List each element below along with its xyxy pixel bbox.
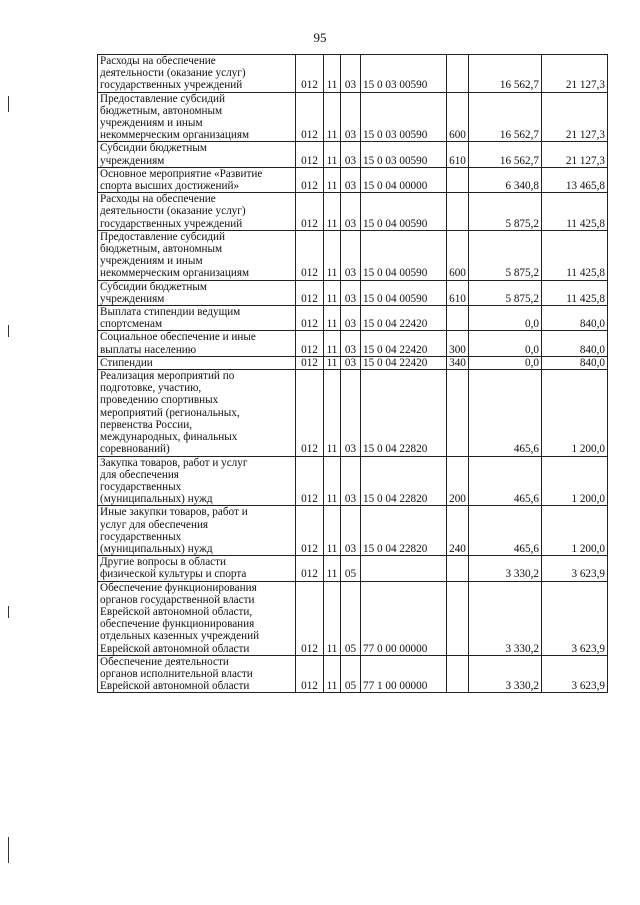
table-row xyxy=(98,655,608,693)
amount-year-2: 840,0 xyxy=(542,356,608,369)
ministry-code: 012 xyxy=(296,306,324,331)
amount-year-1: 6 340,8 xyxy=(469,167,542,192)
amount-year-1: 0,0 xyxy=(469,356,542,369)
amount-year-1: 3 330,2 xyxy=(469,556,542,581)
subsection-code: 03 xyxy=(341,193,361,231)
binding-mark xyxy=(8,606,9,618)
row-name xyxy=(98,356,296,369)
amount-year-2: 11 425,8 xyxy=(542,230,608,280)
table-row xyxy=(98,456,608,506)
table-row xyxy=(98,370,608,456)
row-name-text: Субсидии бюджетным учреждениям xyxy=(100,142,207,167)
row-name xyxy=(98,370,296,456)
subsection-code: 03 xyxy=(341,167,361,192)
row-name-text: Предоставление субсидий бюджетным, автономным учреждениям и иным некоммерческим организациям xyxy=(100,92,250,142)
row-name xyxy=(98,92,296,142)
expense-type-code xyxy=(447,655,469,693)
expense-type-code xyxy=(447,167,469,192)
expense-type-code: 340 xyxy=(447,356,469,369)
row-name-text: Основное мероприятие «Развитие спорта высших достижений» xyxy=(100,167,263,193)
subsection-code: 03 xyxy=(341,370,361,456)
section-code: 11 xyxy=(324,356,341,369)
binding-mark xyxy=(8,837,9,863)
row-name-text: Другие вопросы в области физической культуры и спорта xyxy=(100,556,247,581)
row-name xyxy=(98,456,296,506)
amount-year-2: 21 127,3 xyxy=(542,142,608,167)
row-name-text: Субсидии бюджетным учреждениям xyxy=(100,280,207,305)
expense-type-code xyxy=(447,370,469,456)
ministry-code: 012 xyxy=(296,331,324,356)
subsection-code: 05 xyxy=(341,581,361,655)
ministry-code: 012 xyxy=(296,356,324,369)
row-name-text: Предоставление субсидий бюджетным, автономным учреждениям и иным некоммерческим организациям xyxy=(100,230,250,280)
amount-year-1: 3 330,2 xyxy=(469,655,542,693)
table-row xyxy=(98,306,608,331)
section-code: 11 xyxy=(324,655,341,693)
amount-year-2: 1 200,0 xyxy=(542,456,608,506)
amount-year-1: 16 562,7 xyxy=(469,142,542,167)
amount-year-2: 1 200,0 xyxy=(542,370,608,456)
amount-year-2: 3 623,9 xyxy=(542,655,608,693)
row-name-text: Расходы на обеспечение деятельности (оказание услуг) государственных учреждений xyxy=(100,193,246,230)
table-row xyxy=(98,556,608,581)
expense-type-code: 600 xyxy=(447,92,469,142)
section-code: 11 xyxy=(324,167,341,192)
section-code: 11 xyxy=(324,280,341,305)
section-code: 11 xyxy=(324,92,341,142)
target-article-code: 15 0 03 00590 xyxy=(361,55,447,93)
row-name-text: Стипендии xyxy=(100,356,153,369)
target-article-code: 15 0 03 00590 xyxy=(361,92,447,142)
table-row xyxy=(98,506,608,556)
table-row xyxy=(98,331,608,356)
ministry-code: 012 xyxy=(296,506,324,556)
amount-year-1: 465,6 xyxy=(469,456,542,506)
table-row xyxy=(98,167,608,192)
ministry-code: 012 xyxy=(296,280,324,305)
subsection-code: 03 xyxy=(341,356,361,369)
amount-year-1: 0,0 xyxy=(469,306,542,331)
page-number: 95 xyxy=(313,30,327,45)
budget-rows xyxy=(98,55,608,693)
row-name-text: Обеспечение функционирования органов государственной власти Еврейской автономной области, обеспечение функционирования отдельных казенных учреждений Еврейской автономной области xyxy=(100,581,260,655)
amount-year-2: 840,0 xyxy=(542,331,608,356)
row-name-text: Социальное обеспечение и иные выплаты населению xyxy=(100,331,256,356)
table-row xyxy=(98,92,608,142)
ministry-code: 012 xyxy=(296,167,324,192)
amount-year-1: 0,0 xyxy=(469,331,542,356)
table-row xyxy=(98,356,608,369)
row-name xyxy=(98,581,296,655)
subsection-code: 03 xyxy=(341,506,361,556)
expense-type-code: 240 xyxy=(447,506,469,556)
expense-type-code xyxy=(447,193,469,231)
section-code: 11 xyxy=(324,370,341,456)
row-name xyxy=(98,306,296,331)
row-name-text: Иные закупки товаров, работ и услуг для обеспечения государственных (муниципальных) нужд xyxy=(100,506,248,555)
ministry-code: 012 xyxy=(296,556,324,581)
ministry-code: 012 xyxy=(296,230,324,280)
budget-table xyxy=(97,54,608,693)
amount-year-2: 11 425,8 xyxy=(542,193,608,231)
table-row xyxy=(98,581,608,655)
table-row xyxy=(98,280,608,305)
target-article-code: 15 0 04 22820 xyxy=(361,506,447,556)
amount-year-2: 21 127,3 xyxy=(542,55,608,93)
ministry-code: 012 xyxy=(296,55,324,93)
ministry-code: 012 xyxy=(296,92,324,142)
amount-year-1: 5 875,2 xyxy=(469,230,542,280)
table-row xyxy=(98,230,608,280)
binding-mark xyxy=(8,96,9,112)
amount-year-1: 465,6 xyxy=(469,506,542,556)
target-article-code: 15 0 03 00590 xyxy=(361,142,447,167)
row-name-text: Расходы на обеспечение деятельности (оказание услуг) государственных учреждений xyxy=(100,55,246,92)
section-code: 11 xyxy=(324,55,341,93)
expense-type-code: 610 xyxy=(447,142,469,167)
amount-year-2: 1 200,0 xyxy=(542,506,608,556)
expense-type-code xyxy=(447,55,469,93)
amount-year-2: 3 623,9 xyxy=(542,581,608,655)
amount-year-2: 21 127,3 xyxy=(542,92,608,142)
ministry-code: 012 xyxy=(296,142,324,167)
row-name xyxy=(98,142,296,167)
row-name xyxy=(98,193,296,231)
subsection-code: 03 xyxy=(341,142,361,167)
subsection-code: 03 xyxy=(341,331,361,356)
subsection-code: 03 xyxy=(341,92,361,142)
expense-type-code: 610 xyxy=(447,280,469,305)
section-code: 11 xyxy=(324,306,341,331)
target-article-code: 15 0 04 22820 xyxy=(361,370,447,456)
section-code: 11 xyxy=(324,456,341,506)
target-article-code: 15 0 04 00000 xyxy=(361,167,447,192)
section-code: 11 xyxy=(324,230,341,280)
expense-type-code xyxy=(447,306,469,331)
amount-year-1: 16 562,7 xyxy=(469,55,542,93)
ministry-code: 012 xyxy=(296,456,324,506)
row-name xyxy=(98,556,296,581)
row-name-text: Реализация мероприятий по подготовке, участию, проведению спортивных мероприятий (региональных, первенства России, международных, финальных соревнований) xyxy=(100,370,240,456)
section-code: 11 xyxy=(324,331,341,356)
expense-type-code xyxy=(447,556,469,581)
amount-year-1: 3 330,2 xyxy=(469,581,542,655)
row-name xyxy=(98,506,296,556)
section-code: 11 xyxy=(324,581,341,655)
section-code: 11 xyxy=(324,142,341,167)
amount-year-2: 11 425,8 xyxy=(542,280,608,305)
amount-year-1: 16 562,7 xyxy=(469,92,542,142)
subsection-code: 03 xyxy=(341,230,361,280)
subsection-code: 03 xyxy=(341,280,361,305)
row-name xyxy=(98,167,296,192)
ministry-code: 012 xyxy=(296,581,324,655)
ministry-code: 012 xyxy=(296,193,324,231)
ministry-code: 012 xyxy=(296,655,324,693)
row-name xyxy=(98,230,296,280)
row-name-text: Обеспечение деятельности органов исполнительной власти Еврейской автономной области xyxy=(100,655,253,693)
target-article-code: 77 1 00 00000 xyxy=(361,655,447,693)
amount-year-2: 840,0 xyxy=(542,306,608,331)
expense-type-code: 600 xyxy=(447,230,469,280)
target-article-code xyxy=(361,556,447,581)
target-article-code: 77 0 00 00000 xyxy=(361,581,447,655)
expense-type-code: 300 xyxy=(447,331,469,356)
section-code: 11 xyxy=(324,556,341,581)
subsection-code: 03 xyxy=(341,55,361,93)
row-name-text: Выплата стипендии ведущим спортсменам xyxy=(100,306,241,331)
subsection-code: 03 xyxy=(341,456,361,506)
amount-year-2: 13 465,8 xyxy=(542,167,608,192)
target-article-code: 15 0 04 00590 xyxy=(361,280,447,305)
amount-year-1: 465,6 xyxy=(469,370,542,456)
table-row xyxy=(98,142,608,167)
subsection-code: 03 xyxy=(341,306,361,331)
row-name-text: Закупка товаров, работ и услуг для обеспечения государственных (муниципальных) нужд xyxy=(100,456,248,506)
row-name xyxy=(98,55,296,93)
expense-type-code: 200 xyxy=(447,456,469,506)
row-name xyxy=(98,280,296,305)
expense-type-code xyxy=(447,581,469,655)
target-article-code: 15 0 04 00590 xyxy=(361,230,447,280)
subsection-code: 05 xyxy=(341,655,361,693)
target-article-code: 15 0 04 00590 xyxy=(361,193,447,231)
target-article-code: 15 0 04 22420 xyxy=(361,331,447,356)
table-row xyxy=(98,193,608,231)
row-name xyxy=(98,655,296,693)
subsection-code: 05 xyxy=(341,556,361,581)
section-code: 11 xyxy=(324,506,341,556)
amount-year-1: 5 875,2 xyxy=(469,280,542,305)
target-article-code: 15 0 04 22820 xyxy=(361,456,447,506)
amount-year-1: 5 875,2 xyxy=(469,193,542,231)
table-row xyxy=(98,55,608,93)
ministry-code: 012 xyxy=(296,370,324,456)
binding-mark xyxy=(8,325,9,337)
section-code: 11 xyxy=(324,193,341,231)
amount-year-2: 3 623,9 xyxy=(542,556,608,581)
row-name xyxy=(98,331,296,356)
target-article-code: 15 0 04 22420 xyxy=(361,306,447,331)
target-article-code: 15 0 04 22420 xyxy=(361,356,447,369)
